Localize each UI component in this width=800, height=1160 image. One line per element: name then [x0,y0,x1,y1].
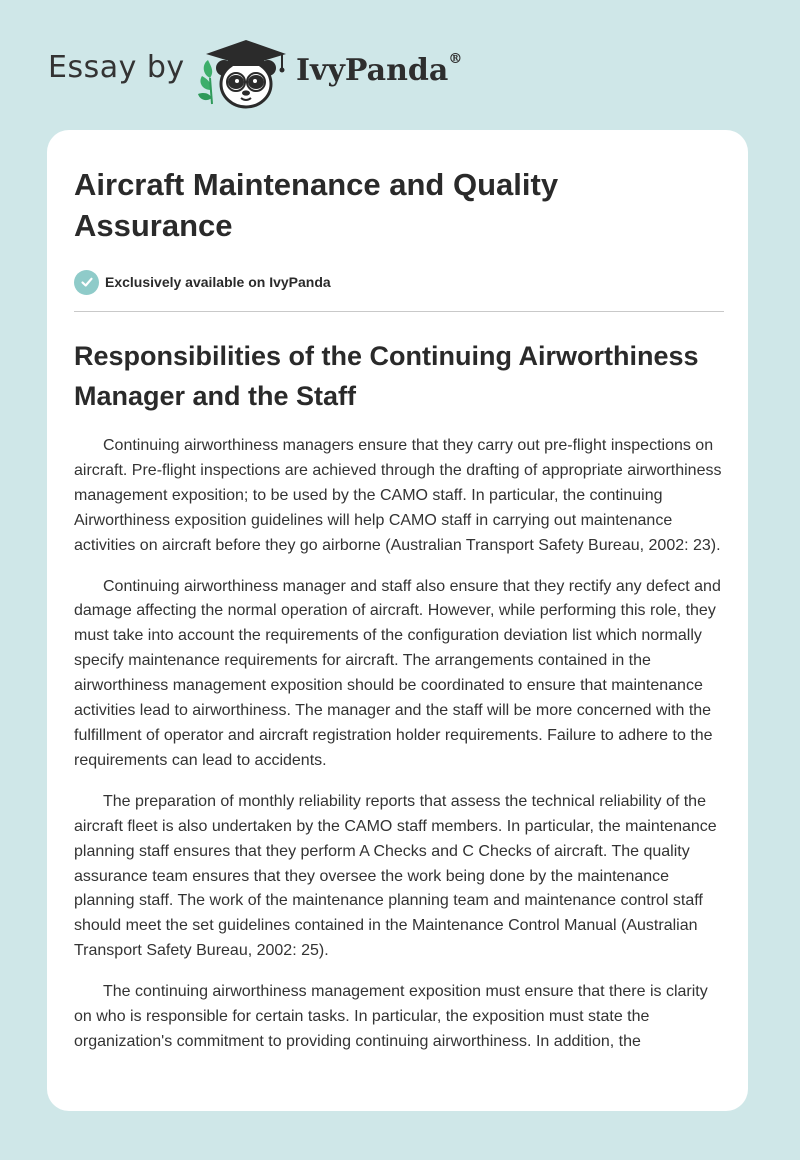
paragraph: Continuing airworthiness managers ensure that they carry out pre-flight inspections on aircraft. Pre-flight inspections are achieved through the drafting of appropriate airworthiness management exposition; to be used by the CAMO staff. In particular, the continuing Airworthiness exposition guidelines will help CAMO staff in carrying out maintenance activities on aircraft before they go airborne (Australian Transport Safety Bureau, 2002: 23). [74,437,722,554]
paragraph: The continuing airworthiness management exposition must ensure that there is clarity on who is responsible for certain tasks. In particular, the exposition must state the organization's commitment to providing continuing airworthiness. In addition, the [74,983,708,1050]
essay-content [74,130,724,1071]
essay-body [74,434,724,1055]
registered-mark: ® [448,51,463,67]
essay-by-label: Essay by [48,50,185,85]
check-circle-icon [74,270,99,295]
exclusive-label: Exclusively available on IvyPanda [105,274,331,290]
section-heading: Responsibilities of the Continuing Airworthiness Manager and the Staff [74,341,699,411]
brand-name[interactable] [296,53,462,88]
page-title: Aircraft Maintenance and Quality Assurance [74,167,559,243]
panda-graduate-logo-icon[interactable] [198,34,294,110]
paragraph: Continuing airworthiness manager and staff also ensure that they rectify any defect and damage affecting the normal operation of aircraft. However, while performing this role, they must take into account the requirements of the configuration deviation list which normally specify maintenance requirements for aircraft. The arrangements contained in the airworthiness management exposition should be coordinated to ensure that maintenance activities lead to airworthiness. The manager and the staff will be more concerned with the fulfillment of operator and aircraft registration holder requirements. Failure to adhere to the requirements can lead to accidents. [74,577,721,769]
site-header [0,0,800,130]
essay-card [47,130,748,1111]
brand-name-text: IvyPanda [296,53,449,88]
divider [74,311,724,312]
paragraph: The preparation of monthly reliability reports that assess the technical reliability of the aircraft fleet is also undertaken by the CAMO staff members. In particular, the maintenance planning staff ensures that they perform A Checks and C Checks of aircraft. The quality assurance team ensures that they oversee the work being done by the maintenance planning staff. The work of the maintenance planning team and maintenance control staff should meet the set guidelines contained in the Maintenance Control Manual (Australian Transport Safety Bureau, 2002: 25). [74,792,717,960]
exclusive-badge [74,269,724,295]
